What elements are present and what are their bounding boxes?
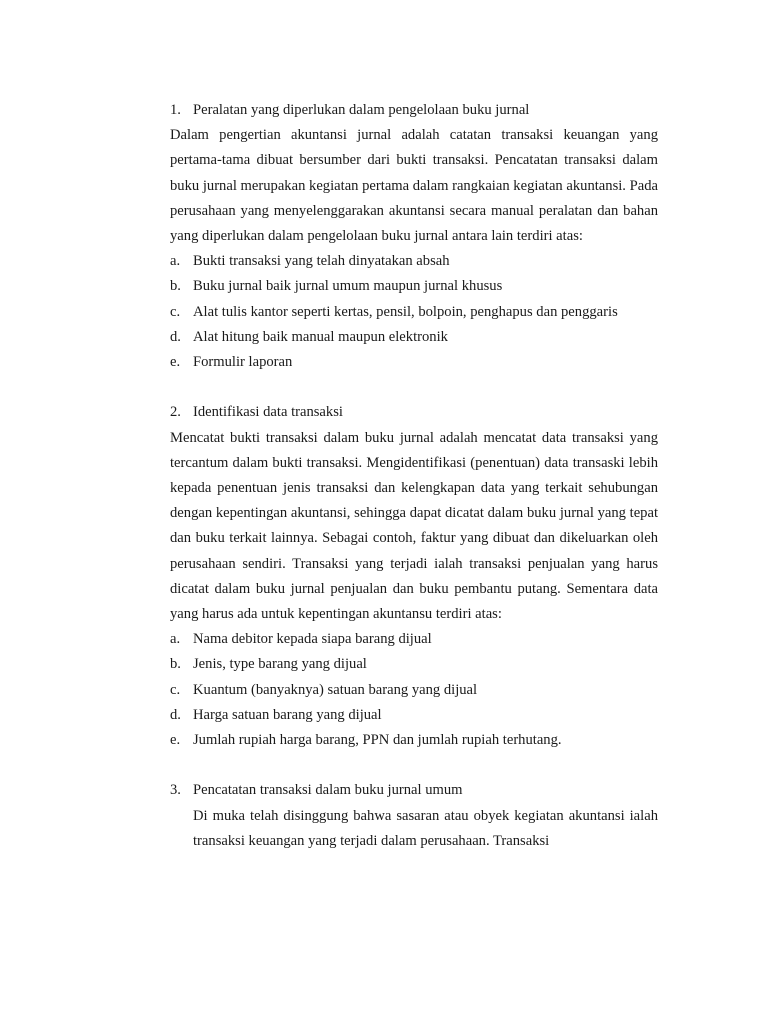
list-item-letter: d. — [170, 706, 181, 723]
list-item — [170, 350, 658, 375]
list-item-text: Jumlah rupiah harga barang, PPN dan jumlah rupiah terhutang. — [193, 732, 562, 749]
section-2-paragraph: Mencatat bukti transaksi dalam buku jurnal adalah mencatat data transaksi yang tercantum dalam bukti transaksi. Mengidentifikasi (penentuan) data transaski lebih kepada penentuan jenis transaksi dan kelengkapan data yang terkait sehubungan dengan kepentingan akuntansi, sehingga dapat dicatat dalam buku jurnal yang tepat dan buku terkait lainnya. Sebagai contoh, faktur yang dibuat dan dikeluarkan oleh perusahaan sendiri. Transaksi yang terjadi ialah transaksi penjualan yang harus dicatat dalam buku jurnal penjualan dan buku pembantu putang. Sementara data yang harus ada untuk kepentingan akuntansu terdiri atas: — [170, 429, 658, 623]
list-item-text: Buku jurnal baik jurnal umum maupun jurnal khusus — [193, 278, 503, 295]
list-item-text: Jenis, type barang yang dijual — [193, 656, 367, 673]
list-item — [170, 627, 658, 652]
section-2-title: Identifikasi data transaksi — [193, 404, 343, 421]
section-1-list — [170, 249, 658, 375]
section-2-heading — [170, 400, 658, 425]
section-2-list — [170, 627, 658, 753]
list-item-letter: e. — [170, 354, 181, 371]
list-item-text: Bukti transaksi yang telah dinyatakan absah — [193, 253, 450, 270]
section-gap — [170, 375, 658, 400]
list-item-text: Nama debitor kepada siapa barang dijual — [193, 631, 432, 648]
list-item — [170, 274, 658, 299]
list-item-letter: a. — [170, 253, 181, 270]
document-page — [170, 98, 658, 854]
section-3-number: 3. — [170, 782, 181, 799]
section-1-paragraph: Dalam pengertian akuntansi jurnal adalah catatan transaksi keuangan yang pertama-tama dibuat bersumber dari bukti transaksi. Pencatatan transaksi dalam buku jurnal merupakan kegiatan pertama dalam rangkaian kegiatan akuntansi. Pada perusahaan yang menyelenggarakan akuntansi secara manual peralatan dan bahan yang diperlukan dalam pengelolaan buku jurnal antara lain terdiri atas: — [170, 127, 658, 245]
list-item — [170, 249, 658, 274]
list-item-letter: d. — [170, 328, 181, 345]
list-item-text: Alat tulis kantor seperti kertas, pensil, bolpoin, penghapus dan penggaris — [193, 303, 618, 320]
list-item-letter: a. — [170, 631, 181, 648]
section-2-number: 2. — [170, 404, 181, 421]
list-item — [170, 300, 658, 325]
list-item-letter: e. — [170, 732, 181, 749]
list-item-text: Alat hitung baik manual maupun elektronik — [193, 328, 448, 345]
list-item — [170, 678, 658, 703]
section-1-heading — [170, 98, 658, 123]
list-item-text: Formulir laporan — [193, 354, 293, 371]
list-item — [170, 703, 658, 728]
list-item — [170, 728, 658, 753]
list-item-text: Kuantum (banyaknya) satuan barang yang dijual — [193, 681, 478, 698]
list-item-letter: b. — [170, 656, 181, 673]
list-item-letter: c. — [170, 681, 181, 698]
list-item-text: Harga satuan barang yang dijual — [193, 706, 382, 723]
section-3-heading — [170, 778, 658, 803]
section-gap — [170, 753, 658, 778]
section-1-number: 1. — [170, 102, 181, 118]
list-item-letter: c. — [170, 303, 181, 320]
list-item — [170, 325, 658, 350]
section-1-title: Peralatan yang diperlukan dalam pengelolaan buku jurnal — [193, 102, 530, 118]
section-3-paragraph: Di muka telah disinggung bahwa sasaran atau obyek kegiatan akuntansi ialah transaksi keuangan yang terjadi dalam perusahaan. Transaksi — [193, 807, 658, 849]
list-item-letter: b. — [170, 278, 181, 295]
section-3-title: Pencatatan transaksi dalam buku jurnal umum — [193, 782, 463, 799]
list-item — [170, 652, 658, 677]
